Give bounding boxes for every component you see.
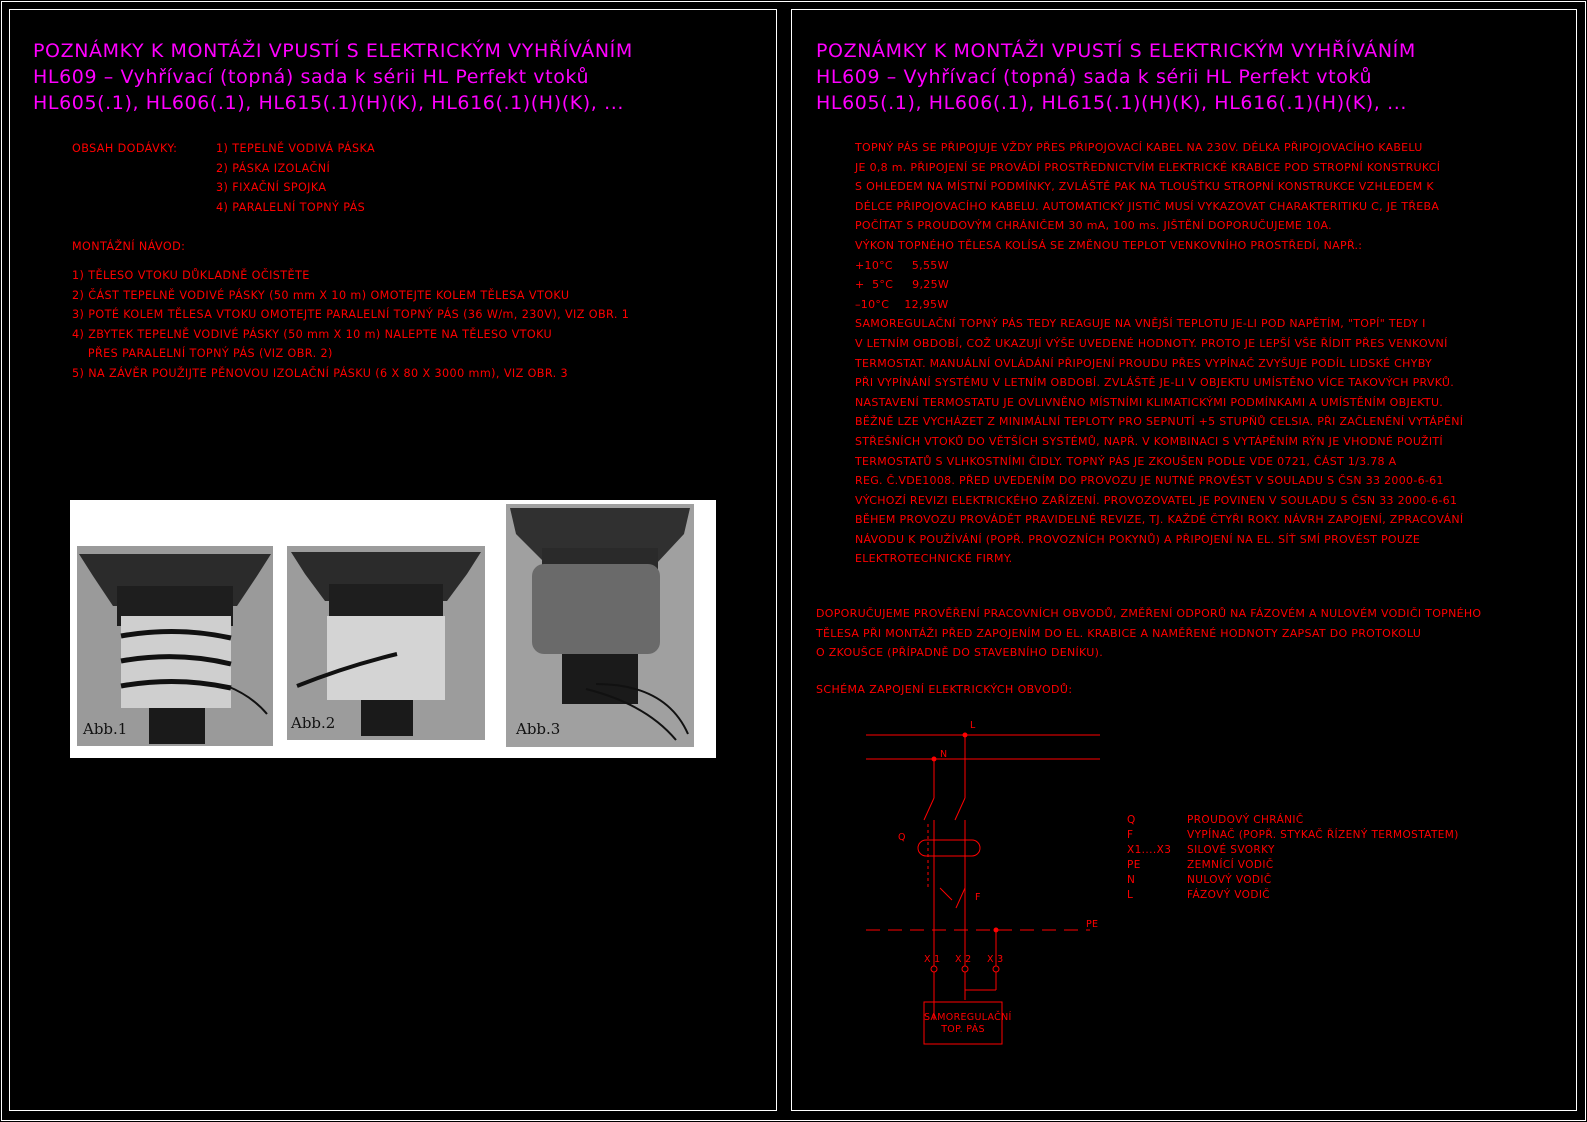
title-line-3: HL605(.1), HL606(.1), HL615(.1)(H)(K), HL616(.1)(H)(K), ... [33, 92, 624, 114]
legend-key: F [1127, 829, 1134, 841]
title-line-2: HL609 – Vyhřívací (topná) sada k sérii HL Perfekt vtoků [816, 66, 1373, 88]
instruction-item: 5) NA ZÁVĚR POUŽIJTE PĚNOVOU IZOLAČNÍ PÁSKU (6 X 80 X 3000 mm), VIZ OBR. 3 [72, 366, 569, 380]
delivery-item: 3) FIXAČNÍ SPOJKA [216, 181, 327, 195]
legend-value: SILOVÉ SVORKY [1187, 844, 1275, 856]
box-line: TOP. PÁS [941, 1024, 985, 1035]
title-line-1: POZNÁMKY K MONTÁŽI VPUSTÍ S ELEKTRICKÝM VYHŘÍVÁNÍM [816, 40, 1416, 62]
instruction-item: 1) TĚLESO VTOKU DŮKLADNĚ OČISTĚTE [72, 269, 310, 282]
legend-value: FÁZOVÝ VODIČ [1187, 889, 1271, 901]
heater-tape-photo [287, 546, 485, 740]
legend-key: PE [1127, 859, 1141, 871]
paragraph-line: STŘEŠNÍCH VTOKŮ DO VĚTŠÍCH SYSTÉMŮ, NAPŘ. V KOMBINACI S VYTÁPĚNÍM RÝN JE VHODNÉ POUŽITÍ [855, 434, 1443, 448]
paragraph-line: + 5°C 9,25W [855, 278, 950, 292]
schematic-label-f: F [975, 892, 981, 903]
photo-label: Abb.3 [516, 720, 561, 738]
paragraph-line: DÉLCE PŘIPOJOVACÍHO KABELU. AUTOMATICKÝ JISTIČ MUSÍ VYKAZOVAT CHARAKTERITIKU C, JE TŘEBA [855, 199, 1440, 213]
schematic-heading: SCHÉMA ZAPOJENÍ ELEKTRICKÝCH OBVODŮ: [816, 683, 1073, 696]
paragraph-line: PŘI VYPÍNÁNÍ SYSTÉMU V LETNÍM OBDOBÍ. ZVLÁŠTĚ JE-LI V OBJEKTU UMÍSTĚNO VÍCE TAKOVÝCH PRVKŮ. [855, 376, 1455, 390]
delivery-item: 1) TEPELNĚ VODIVÁ PÁSKA [216, 142, 376, 155]
schematic-label-q: Q [898, 832, 906, 843]
legend-value: ZEMNÍCÍ VODIČ [1187, 859, 1274, 871]
legend-key: X1....X3 [1127, 844, 1172, 856]
schematic-label-x1: X 1 [924, 954, 941, 965]
photo-panel [70, 500, 716, 758]
photo-label: Abb.1 [83, 720, 128, 738]
paragraph-line: POČÍTAT S PROUDOVÝM CHRÁNIČEM 30 mA, 100 ms. JIŠTĚNÍ DOPORUČUJEME 10A. [855, 219, 1332, 233]
schematic-label-l: L [970, 720, 976, 731]
paragraph-line: SAMOREGULAČNÍ TOPNÝ PÁS TEDY REAGUJE NA VNĚJŠÍ TEPLOTU JE-LI POD NAPĚTÍM, "TOPÍ" TEDY I [855, 317, 1426, 331]
paragraph-line: TERMOSTAT. MANUÁLNÍ OVLÁDÁNÍ PŘIPOJENÍ PROUDU PŘES VYPÍNAČ ZVYŠUJE PODÍL LIDSKÉ CHYBY [855, 356, 1432, 370]
recommendation-line: O ZKOUŠCE (PŘÍPADNĚ DO STAVEBNÍHO DENÍKU). [816, 646, 1103, 660]
legend-value: VYPÍNAČ (POPŘ. STYKAČ ŘÍZENÝ TERMOSTATEM) [1187, 829, 1459, 841]
title-line-2: HL609 – Vyhřívací (topná) sada k sérii HL Perfekt vtoků [33, 66, 590, 88]
schematic-label-n: N [940, 749, 948, 760]
delivery-item: 4) PARALELNÍ TOPNÝ PÁS [216, 200, 366, 214]
paragraph-line: NASTAVENÍ TERMOSTATU JE OVLIVNĚNO MÍSTNÍMI KLIMATICKÝMI PODMÍNKAMI A UMÍSTĚNÍM OBJEKTU. [855, 395, 1444, 409]
schematic-label-x3: X 3 [987, 954, 1004, 965]
insulation-photo [506, 504, 694, 747]
delivery-label: OBSAH DODÁVKY: [72, 142, 178, 155]
instruction-item: PŘES PARALELNÍ TOPNÝ PÁS (VIZ OBR. 2) [72, 347, 333, 361]
legend-value: PROUDOVÝ CHRÁNIČ [1187, 814, 1304, 826]
paragraph-line: VÝCHOZÍ REVIZI ELEKTRICKÉHO ZAŘÍZENÍ. PROVOZOVATEL JE POVINEN V SOULADU S ČSN 33 2000-6-61 [855, 493, 1458, 507]
paragraph-line: BĚŽNĚ LZE VYCHÁZET Z MINIMÁLNÍ TEPLOTY PRO SEPNUTÍ +5 STUPŇŮ CELSIA. PŘI ZAČLENĚNÍ VYTÁPĚNÍ [855, 415, 1464, 429]
title-line-1: POZNÁMKY K MONTÁŽI VPUSTÍ S ELEKTRICKÝM VYHŘÍVÁNÍM [33, 40, 633, 62]
paragraph-line: BĚHEM PROVOZU PROVÁDĚT PRAVIDELNÉ REVIZE, TJ. KAŽDÉ ČTYŘI ROKY. NÁVRH ZAPOJENÍ, ZPRACOVÁNÍ [855, 513, 1464, 527]
delivery-list [216, 139, 375, 217]
right-title [816, 38, 1416, 116]
technical-paragraph [855, 138, 1463, 569]
paragraph-line: TERMOSTATŮ S VLHKOSTNÍMI ČIDLY. TOPNÝ PÁS JE ZKOUŠEN PODLE VDE 0721, ČÁST 1/3.78 A [855, 454, 1397, 468]
instruction-item: 3) POTÉ KOLEM TĚLESA VTOKU OMOTEJTE PARALELNÍ TOPNÝ PÁS (36 W/m, 230V), VIZ OBR. 1 [72, 308, 630, 322]
schematic-label-x2: X 2 [955, 954, 972, 965]
heater-wrap-photo [77, 546, 273, 746]
recommendation-line: DOPORUČUJEME PROVĚŘENÍ PRACOVNÍCH OBVODŮ, ZMĚŘENÍ ODPORŮ NA FÁZOVÉM A NULOVÉM VODIČI TOPNÉHO [816, 607, 1482, 620]
paragraph-line: ELEKTROTECHNICKÉ FIRMY. [855, 552, 1013, 566]
instructions-label: MONTÁŽNÍ NÁVOD: [72, 240, 186, 253]
schematic-legend [1127, 812, 1467, 912]
box-line: SAMOREGULAČNÍ [924, 1012, 1012, 1023]
heating-tape-box-label [924, 1012, 1012, 1036]
paragraph-line: JE 0,8 m. PŘIPOJENÍ SE PROVÁDÍ PROSTŘEDNICTVÍM ELEKTRICKÉ KRABICE POD STROPNÍ KONSTRUKCÍ [855, 160, 1441, 174]
paragraph-line: VÝKON TOPNÉHO TĚLESA KOLÍSÁ SE ZMĚNOU TEPLOT VENKOVNÍHO PROSTŘEDÍ, NAPŘ.: [855, 238, 1363, 252]
paragraph-line: –10°C 12,95W [855, 297, 949, 311]
recommendation-line: TĚLESA PŘI MONTÁŽI PŘED ZAPOJENÍM DO EL. KRABICE A NAMĚŘENÉ HODNOTY ZAPSAT DO PROTOKOLU [816, 626, 1422, 640]
recommendation-paragraph [816, 604, 1481, 663]
photo-label: Abb.2 [291, 714, 336, 732]
paragraph-line: +10°C 5,55W [855, 258, 949, 272]
paragraph-line: NÁVODU K POUŽÍVÁNÍ (POPŘ. PROVOZNÍCH POKYNŮ) A PŘIPOJENÍ NA EL. SÍŤ SMÍ PROVÉST POUZE [855, 532, 1421, 546]
paragraph-line: S OHLEDEM NA MÍSTNÍ PODMÍNKY, ZVLÁŠTĚ PAK NA TLOUŠŤKU STROPNÍ KONSTRUKCE VZHLEDEM K [855, 180, 1434, 194]
instructions-list [72, 266, 629, 384]
left-title [33, 38, 633, 116]
legend-key: L [1127, 889, 1134, 901]
schematic-label-pe: PE [1086, 919, 1099, 930]
instruction-item: 4) ZBYTEK TEPELNĚ VODIVÉ PÁSKY (50 mm X 10 m) NALEPTE NA TĚLESO VTOKU [72, 327, 553, 341]
legend-key: Q [1127, 814, 1136, 826]
wiring-schematic [860, 720, 1110, 1060]
delivery-item: 2) PÁSKA IZOLAČNÍ [216, 161, 331, 175]
paragraph-line: V LETNÍM OBDOBÍ, COŽ UKAZUJÍ VÝŠE UVEDENÉ HODNOTY. PROTO JE LEPŠÍ VŠE ŘÍDIT PŘES VENKOVNÍ [855, 336, 1448, 350]
legend-key: N [1127, 874, 1136, 886]
paragraph-line: TOPNÝ PÁS SE PŘIPOJUJE VŽDY PŘES PŘIPOJOVACÍ KABEL NA 230V. DÉLKA PŘIPOJOVACÍHO KABELU [855, 141, 1423, 154]
legend-value: NULOVÝ VODIČ [1187, 874, 1272, 886]
instruction-item: 2) ČÁST TEPELNĚ VODIVÉ PÁSKY (50 mm X 10 m) OMOTEJTE KOLEM TĚLESA VTOKU [72, 288, 570, 302]
title-line-3: HL605(.1), HL606(.1), HL615(.1)(H)(K), HL616(.1)(H)(K), ... [816, 92, 1407, 114]
paragraph-line: REG. Č.VDE1008. PŘED UVEDENÍM DO PROVOZU JE NUTNÉ PROVÉST V SOULADU S ČSN 33 2000-6-61 [855, 474, 1444, 488]
